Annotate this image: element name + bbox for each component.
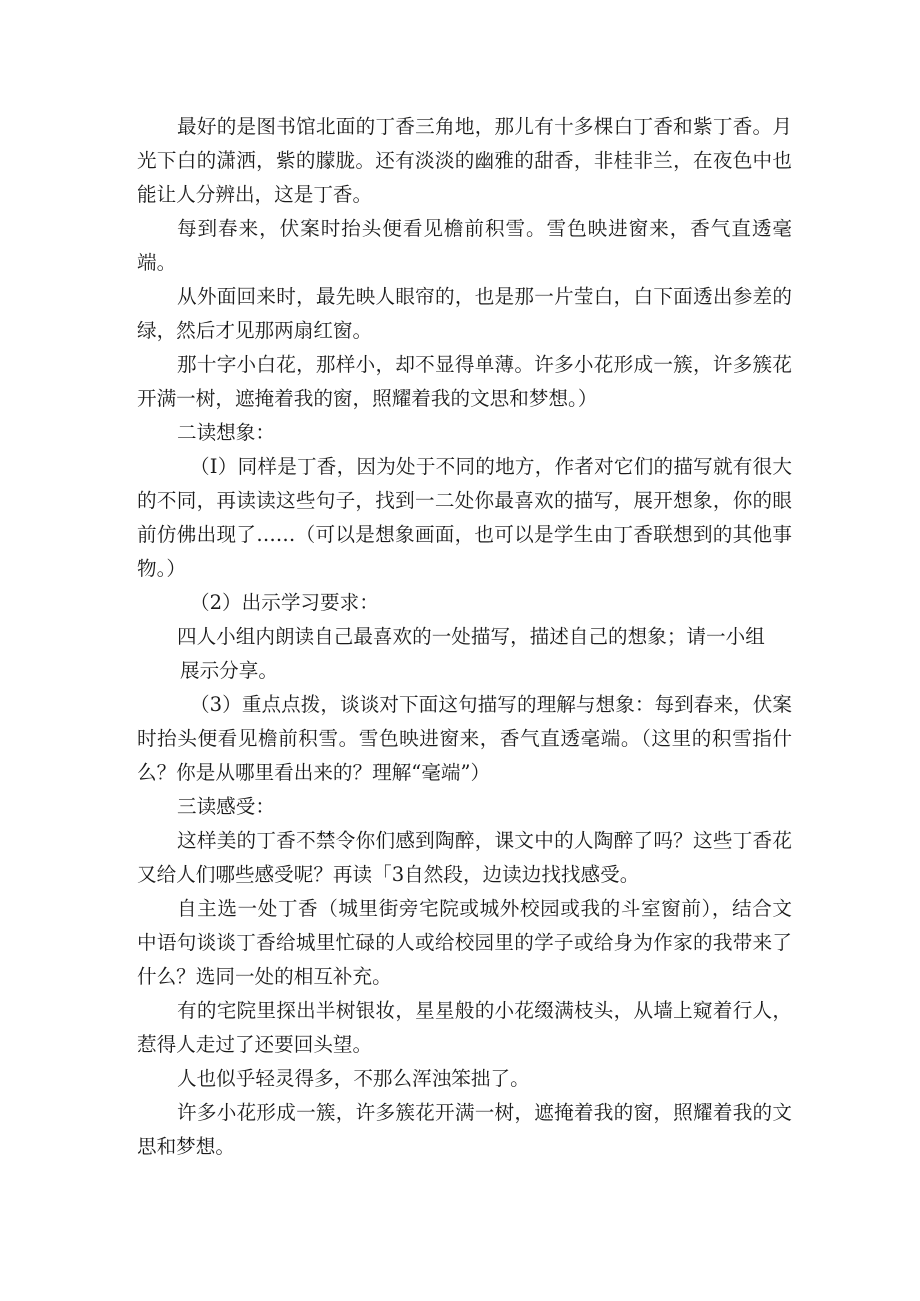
paragraph-courtyard: 有的宅院里探出半树银妆，星星般的小花缀满枝头，从墙上窥着行人，惹得人走过了还要回头望。: [137, 999, 792, 1056]
paragraph-return-home: 从外面回来时，最先映人眼帘的，也是那一片莹白，白下面透出参差的绿，然后才见那两扇红窗。: [137, 285, 792, 342]
paragraph-dingxiang-triangle: 最好的是图书馆北面的丁香三角地，那儿有十多棵白丁香和紫丁香。月光下白的潇洒，紫的朦胧。还有淡淡的幽雅的甜香，非桂非兰，在夜色中也能让人分辨出，这是丁香。: [137, 115, 792, 206]
paragraph-lighter: 人也似乎轻灵得多，不那么浑浊笨拙了。: [177, 1067, 530, 1090]
paragraph-spring-snow: 每到春来，伏案时抬头便看见檐前积雪。雪色映进窗来，香气直透毫端。: [137, 217, 792, 274]
paragraph-step-3: （3）重点点拨，谈谈对下面这句描写的理解与想象：每到春来，伏案时抬头便看见檐前积雪。雪色映进窗来，香气直透毫端。（这里的积雪指什么？你是从哪里看出来的？理解“毫端”）: [137, 693, 792, 784]
document-page: [137, 110, 792, 1164]
paragraph-group-share: 展示分享。: [180, 659, 278, 682]
paragraph-choose-location: 自主选一处丁香（城里街旁宅院或城外校园或我的斗室窗前），结合文中语句谈谈丁香给城里忙碌的人或给校园里的学子或给身为作家的我带来了什么？选同一处的相互补充。: [137, 897, 792, 988]
paragraph-small-white-flowers: 那十字小白花，那样小，却不显得单薄。许多小花形成一簇，许多簇花开满一树，遮掩着我的窗，照耀着我的文思和梦想。）: [137, 353, 792, 410]
paragraph-window-dreams: 许多小花形成一簇，许多簇花开满一树，遮掩着我的窗，照耀着我的文思和梦想。: [137, 1101, 792, 1158]
paragraph-intoxicated: 这样美的丁香不禁令你们感到陶醉，课文中的人陶醉了吗？这些丁香花又给人们哪些感受呢？再读「3自然段，边读边找找感受。: [137, 829, 792, 886]
paragraph-step-2: （2）出示学习要求：: [190, 591, 379, 614]
paragraph-step-1: （I）同样是丁香，因为处于不同的地方，作者对它们的描写就有很大的不同，再读读这些句子，找到一二处你最喜欢的描写，展开想象，你的眼前仿佛出现了……（可以是想象画面，也可以是学生由丁香联想到的其他事物。）: [137, 455, 792, 580]
paragraph-group-reading: 四人小组内朗读自己最喜欢的一处描写，描述自己的想象；请一小组: [177, 625, 765, 648]
heading-third-reading: 三读感受：: [177, 795, 275, 818]
heading-second-reading: 二读想象：: [177, 421, 275, 444]
